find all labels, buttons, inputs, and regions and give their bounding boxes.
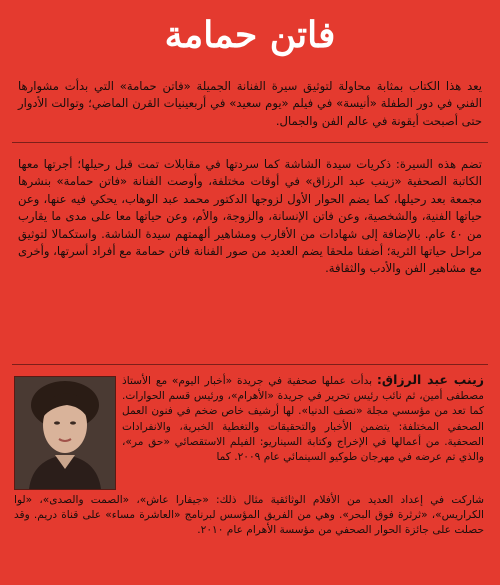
author-bio-top: بدأت عملها صحفية في جريدة «أخبار اليوم» مع الأستاذ مصطفى أمين، ثم نائب رئيس تحرير في جريدة «الأهرام»، ورئيس قسم الحوارات. كما تعد من مؤسسي مجلة «نصف الدنيا». لها أرشيف خاص ضخم في فنون العمل الصحفي المختلفة: يتضمن الأخبار والتحقيقات والتغطية الخبرية، والانفرادات الصحفية. من أعمالها في الإخراج وكتابة السيناريو: الفيلم الاستقصائي «حق مر»، والذي تم عرضه في مهرجان طوكيو السينمائي عام ٢٠٠٩. كما xyxy=(122,375,484,464)
book-title: فاتن حمامة xyxy=(164,14,336,56)
author-bio-continued: شاركت في إعداد العديد من الأفلام الوثائقية مثال ذلك: «جيفارا عاش»، «الصمت والصدى»، «لوا الكراريس»، «ثرثرة فوق البحر». وهي من الفريق المؤسس لبرنامج «العاشرة مساء» على قناة دريم. وقد حصلت على جائزة الحوار الصحفي من مؤسسة الأهرام عام ٢٠١٠. xyxy=(14,494,484,537)
divider-top xyxy=(12,142,488,143)
author-bio xyxy=(122,372,484,465)
divider-bottom xyxy=(12,364,488,365)
author-photo xyxy=(14,376,116,490)
author-section xyxy=(12,372,488,582)
content-paragraph: تضم هذه السيرة: ذكريات سيدة الشاشة كما سردتها في مقابلات تمت قبل رحيلها؛ أجرتها معها الكاتبة الصحفية «زينب عبد الرزاق» في أوقات مختلفة، وأوصت الفنانة «فاتن حمامة» بنشرها مجمعة بعد رحيلها، كما يضم الحوار الأول لزوجها الدكتور محمد عبد الوهاب، يحكي فيه عنها، وعن حياتها الفنية، والشخصية، وعن فاتن الإنسانة، والزوجة، والأم، وعن حياتها معا على مدى ما يقارب من ٤٠ عام. بالإضافة إلى شهادات من الأقارب ومشاهير ألهمتهم سيدة الشاشة. واستكمالا لتوثيق مراحل حياتها الثرية؛ أضفنا ملحقا يضم العديد من صور الفنانة فاتن حمامة مع أفراد أسرتها، وأخرى مع مشاهير الفن والأدب والثقافة. xyxy=(18,157,482,276)
author-name: زينب عبد الرزاق: xyxy=(376,372,484,387)
intro-paragraph: يعد هذا الكتاب بمثابة محاولة لتوثيق سيرة الفنانة الجميلة «فاتن حمامة» التي بدأت مشوارها الفني في دور الطفلة «أنيسة» في فيلم «يوم سعيد» في أربعينيات القرن الماضي؛ وتوالت الأدوار حتى أصبحت أيقونة في عالم الفن والجمال. xyxy=(18,79,482,128)
